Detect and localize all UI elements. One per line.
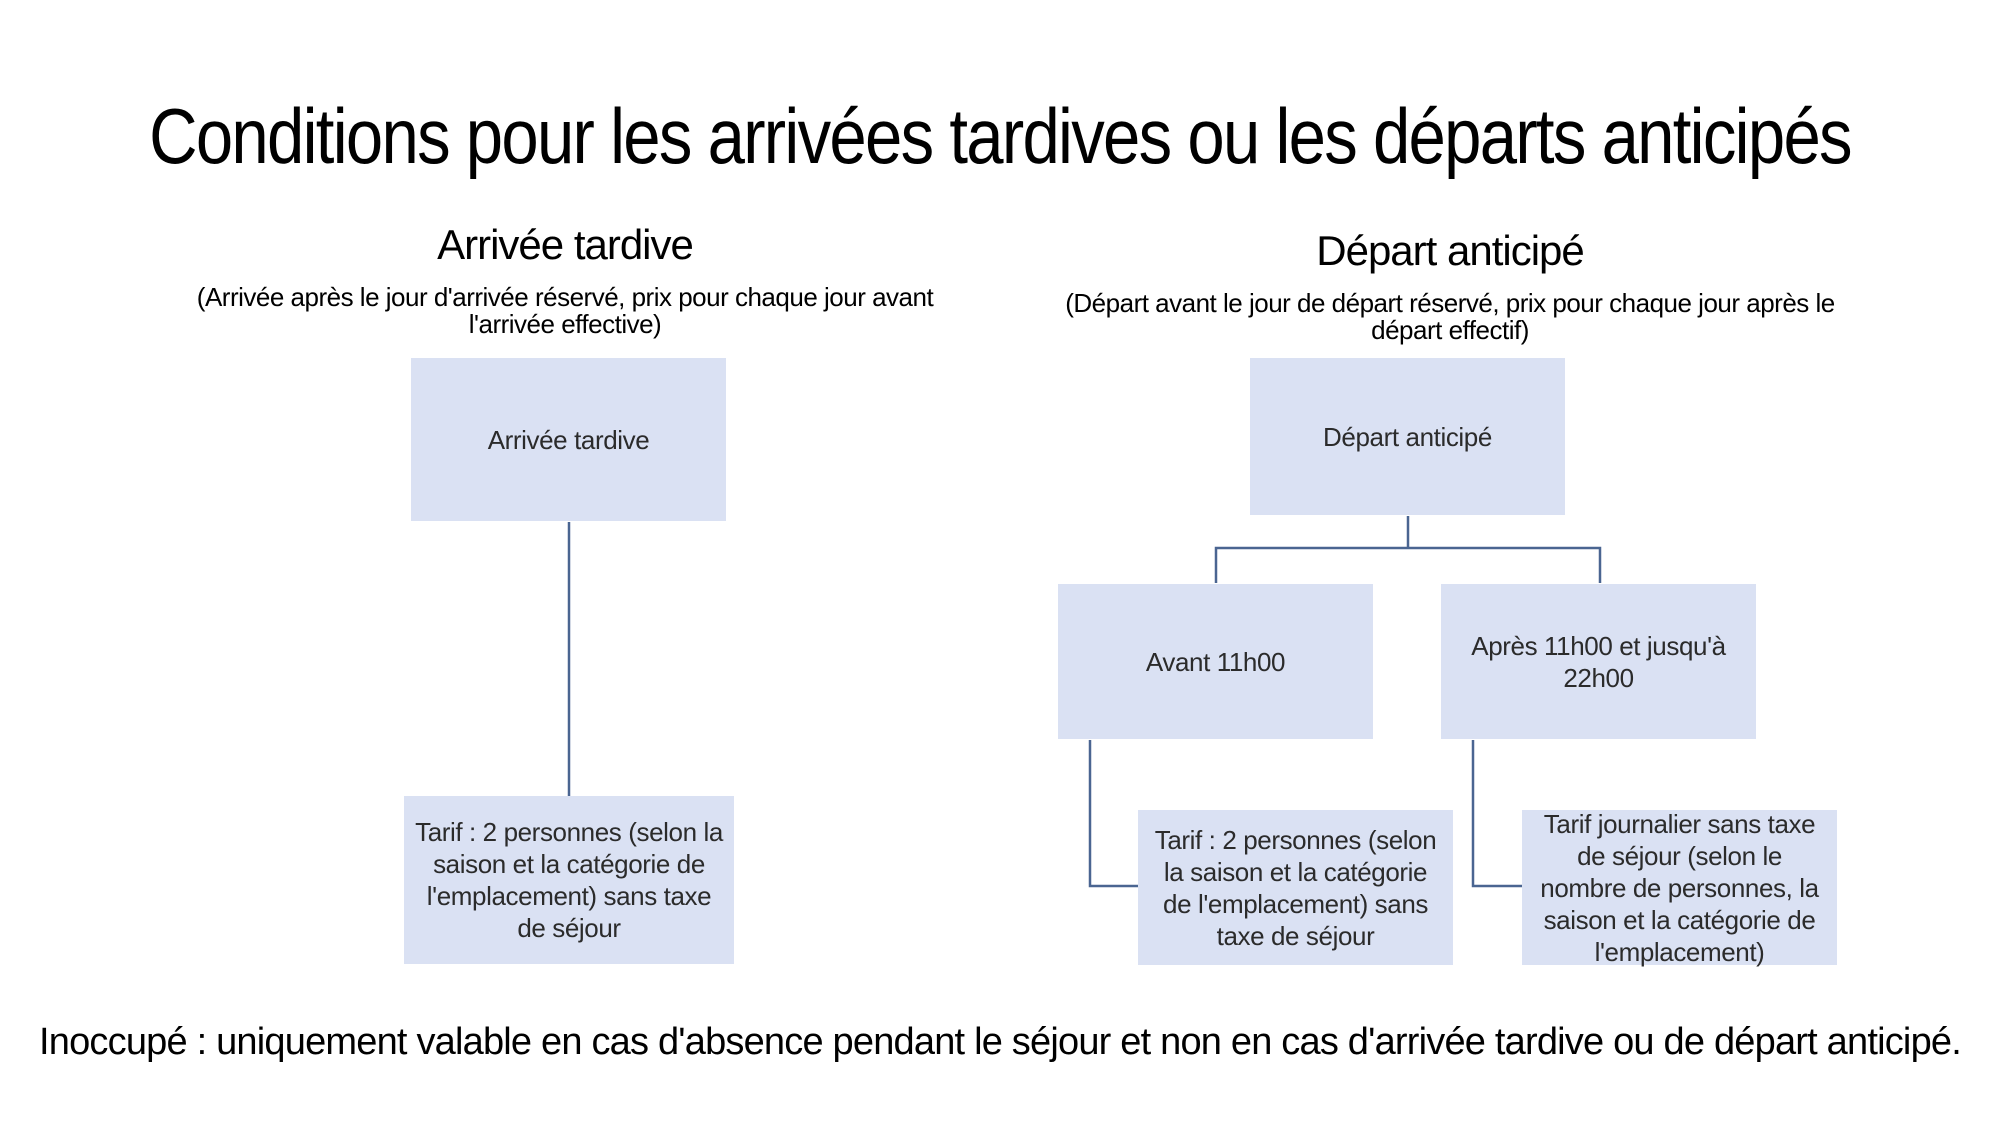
- early-departure-root-label: Départ anticipé: [1323, 421, 1492, 452]
- late-arrival-tariff-box: [404, 796, 734, 964]
- branch-after-box: [1441, 584, 1756, 739]
- tariff-after-label: Tarif journalier sans taxe de séjour (selon le nombre de personnes, la saison et la catégorie de l'emplacement): [1540, 808, 1819, 967]
- tariff-before-box: [1138, 810, 1453, 965]
- early-departure-root-box: [1250, 358, 1565, 515]
- tariff-before-label: Tarif : 2 personnes (selon la saison et la catégorie de l'emplacement) sans taxe de séjour: [1154, 824, 1437, 951]
- late-arrival-root-box: [411, 358, 726, 521]
- branch-before-box: [1058, 584, 1373, 739]
- late-arrival-subtitle: (Arrivée après le jour d'arrivée réservé, prix pour chaque jour avant l'arrivée effective): [196, 282, 934, 339]
- early-departure-heading: Départ anticipé: [1316, 227, 1584, 274]
- early-departure-subtitle: (Départ avant le jour de départ réservé, prix pour chaque jour après le départ effectif): [1065, 288, 1835, 345]
- connector-branch-bar: [1216, 548, 1600, 583]
- late-arrival-tariff-label: Tarif : 2 personnes (selon la saison et la catégorie de l'emplacement) sans taxe de séjour: [415, 817, 723, 943]
- footer-note: Inoccupé : uniquement valable en cas d'absence pendant le séjour et non en cas d'arrivée tardive ou de départ anticipé.: [39, 1021, 1961, 1063]
- late-arrival-root-label: Arrivée tardive: [487, 424, 650, 455]
- connector-after-to-tariff: [1473, 740, 1522, 886]
- branch-after-label: Après 11h00 et jusqu'à 22h00: [1471, 630, 1726, 693]
- late-arrival-heading: Arrivée tardive: [437, 221, 693, 268]
- connector-before-to-tariff: [1090, 740, 1138, 886]
- page-title: Conditions pour les arrivées tardives ou les départs anticipés: [149, 92, 1851, 180]
- branch-before-label: Avant 11h00: [1145, 646, 1286, 677]
- tariff-after-box: [1522, 810, 1837, 965]
